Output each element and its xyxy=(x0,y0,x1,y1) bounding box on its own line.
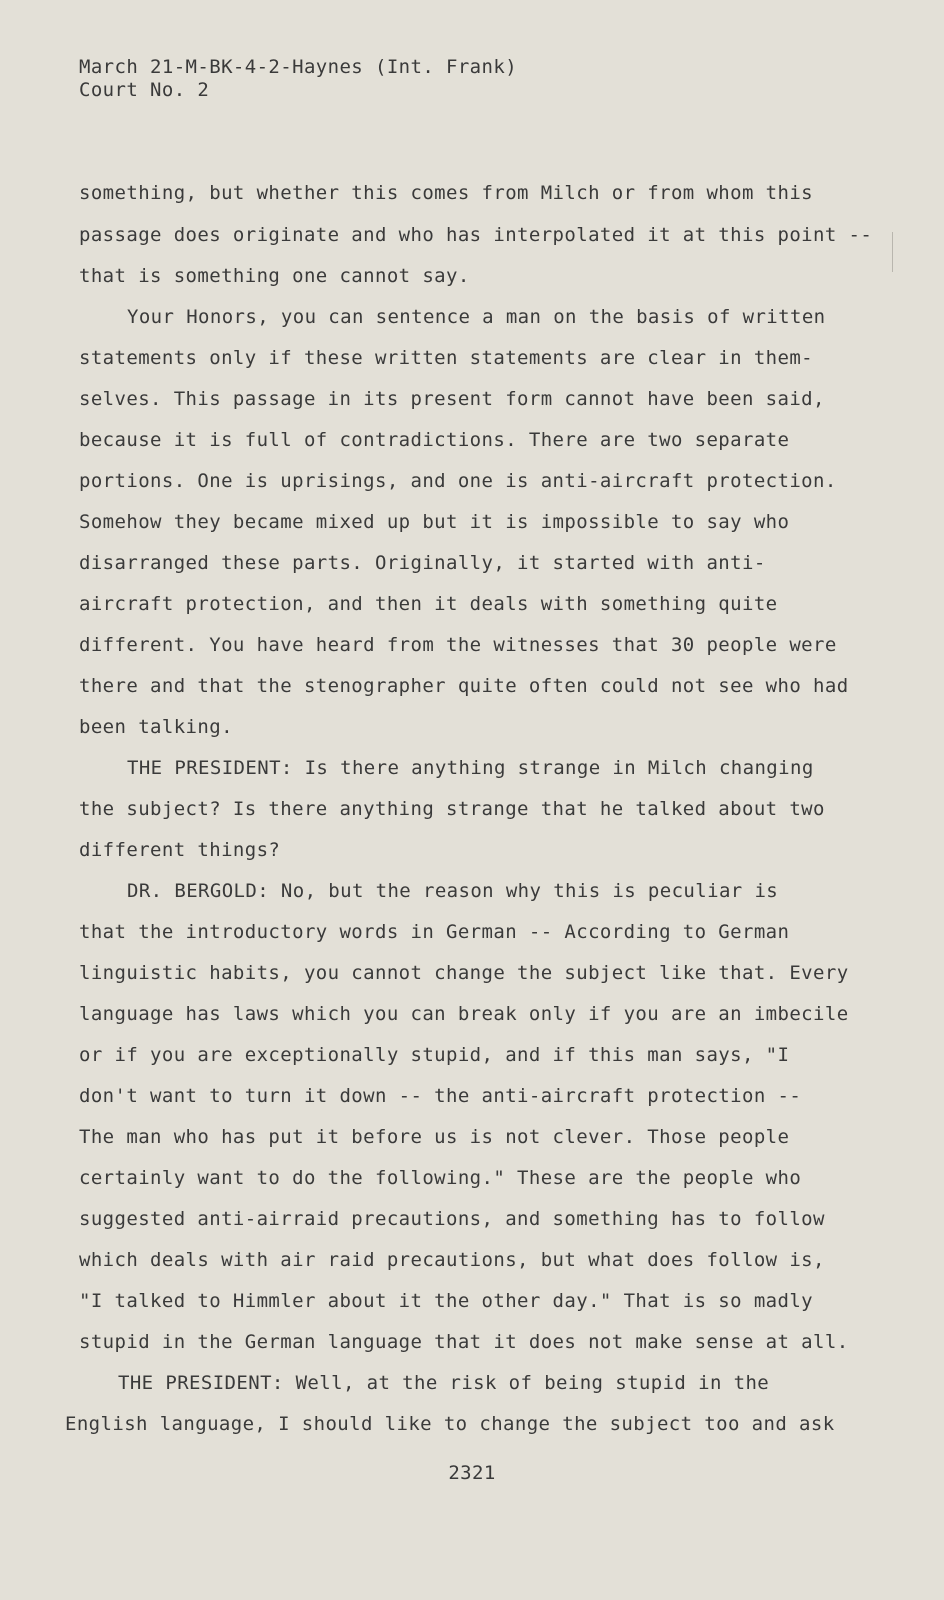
text-line: Somehow they became mixed up but it is impossible to say who xyxy=(79,511,790,533)
text-line: "I talked to Himmler about it the other day." That is so madly xyxy=(79,1290,814,1312)
text-line: The man who has put it before us is not clever. Those people xyxy=(79,1126,790,1148)
margin-mark xyxy=(892,232,893,272)
header-session-line: March 21-M-BK-4-2-Haynes (Int. Frank) xyxy=(79,56,518,78)
text-line: certainly want to do the following." These are the people who xyxy=(79,1167,802,1189)
document-header xyxy=(79,56,517,102)
text-line: English language, I should like to change the subject too and ask xyxy=(65,1413,835,1435)
text-line: language has laws which you can break only if you are an imbecile xyxy=(79,1003,849,1025)
header-court-line: Court No. 2 xyxy=(79,79,210,101)
page-number: 2321 xyxy=(448,1462,496,1484)
text-line: portions. One is uprisings, and one is anti-aircraft protection. xyxy=(79,470,837,492)
text-line: disarranged these parts. Originally, it started with anti- xyxy=(79,552,766,574)
text-line: aircraft protection, and then it deals with something quite xyxy=(79,593,778,615)
text-line: DR. BERGOLD: No, but the reason why this is peculiar is xyxy=(127,880,779,902)
text-line: because it is full of contradictions. There are two separate xyxy=(79,429,790,451)
text-line: that the introductory words in German -- According to German xyxy=(79,921,790,943)
text-line: linguistic habits, you cannot change the subject like that. Every xyxy=(79,962,849,984)
text-line: Your Honors, you can sentence a man on the basis of written xyxy=(127,306,826,328)
text-line: the subject? Is there anything strange that he talked about two xyxy=(79,798,825,820)
text-line: different things? xyxy=(79,839,281,861)
text-line: different. You have heard from the witnesses that 30 people were xyxy=(79,634,837,656)
text-line: which deals with air raid precautions, but what does follow is, xyxy=(79,1249,825,1271)
text-line: THE PRESIDENT: Is there anything strange in Milch changing xyxy=(127,757,814,779)
text-line: that is something one cannot say. xyxy=(79,265,470,287)
text-line: or if you are exceptionally stupid, and if this man says, "I xyxy=(79,1044,790,1066)
text-line: there and that the stenographer quite often could not see who had xyxy=(79,675,849,697)
text-line: stupid in the German language that it does not make sense at all. xyxy=(79,1331,849,1353)
text-line: THE PRESIDENT: Well, at the risk of being stupid in the xyxy=(118,1372,770,1394)
text-line: something, but whether this comes from Milch or from whom this xyxy=(79,182,814,204)
text-line: selves. This passage in its present form cannot have been said, xyxy=(79,388,825,410)
text-line: statements only if these written statements are clear in them- xyxy=(79,347,814,369)
text-line: suggested anti-airraid precautions, and something has to follow xyxy=(79,1208,825,1230)
text-line: passage does originate and who has interpolated it at this point -- xyxy=(79,224,873,246)
text-line: been talking. xyxy=(79,716,233,738)
text-line: don't want to turn it down -- the anti-aircraft protection -- xyxy=(79,1085,802,1107)
